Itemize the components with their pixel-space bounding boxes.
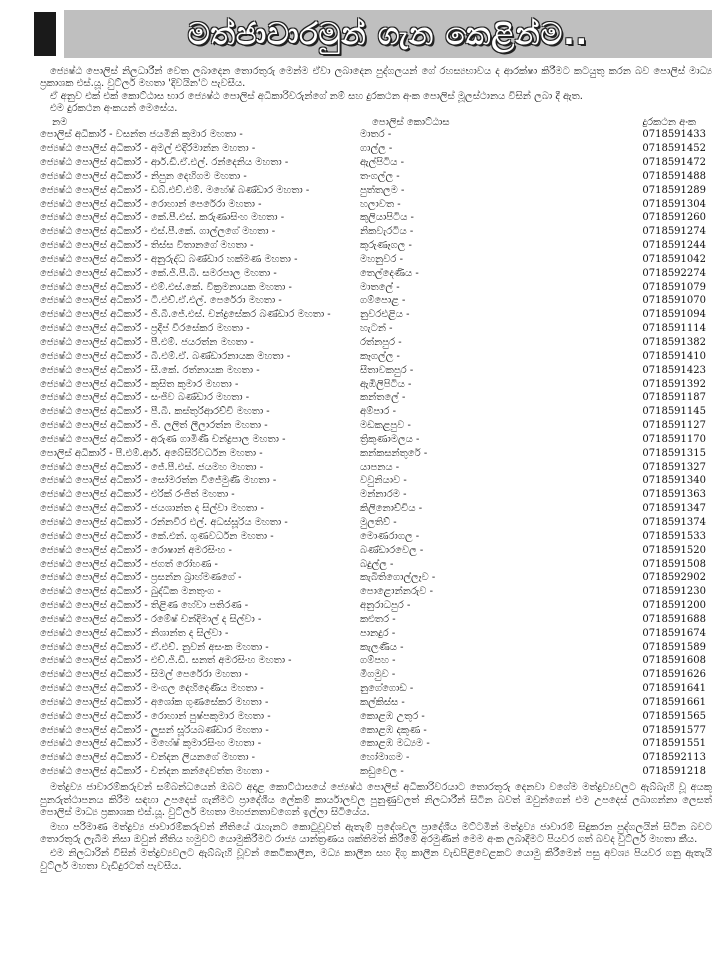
table-row <box>40 765 712 779</box>
table-row <box>40 433 712 447</box>
table-row <box>40 669 712 683</box>
police-division: කෑගල්ල - <box>360 350 400 362</box>
police-division: කැබිතිගොල්ලෑව - <box>360 572 436 584</box>
phone-number: 0718591472 <box>642 157 706 169</box>
phone-number: 0718591315 <box>642 447 706 459</box>
phone-number: 0718592113 <box>642 752 706 764</box>
officer-name: ජ්‍යෙෂ්ඨ පොලිස් අධිකාරී - එම්.එස්.කේ. වික්‍රමනායක මහතා - <box>40 281 292 293</box>
officer-name: ජ්‍යෙෂ්ඨ පොලිස් අධිකාරී - ජී. ලලිත් ලීලාරත්න මහතා - <box>40 420 268 432</box>
police-division: මොණරාගල - <box>360 530 420 542</box>
phone-number: 0718592274 <box>642 267 706 279</box>
table-row <box>40 544 712 558</box>
phone-number: 0718591382 <box>642 337 706 348</box>
table-row <box>40 364 712 378</box>
officer-name: ජ්‍යෙෂ්ඨ පොලිස් අධිකාරී - අමල් එදිරිමාන්න මහතා - <box>40 143 256 155</box>
phone-number: 0718591565 <box>642 710 706 722</box>
phone-number: 0718591200 <box>642 600 706 612</box>
officer-list <box>40 129 712 780</box>
table-row <box>40 696 712 710</box>
table-row <box>40 710 712 724</box>
officer-name: ජ්‍යෙෂ්ඨ පොලිස් අධිකාරී - මංගල දෙහිදෙණිය මහතා - <box>40 683 264 695</box>
phone-number: 0718591327 <box>642 461 706 473</box>
table-row <box>40 239 712 253</box>
officer-name: පොලිස් අධිකාරී - පී.එම්.ආර්. අබේසිරිවර්ධන මහතා - <box>40 447 263 459</box>
officer-name: ජ්‍යෙෂ්ඨ පොලිස් අධිකාරී - නිශාන්ත ද සිල්වා - <box>40 627 229 639</box>
police-division: කොළඹ මධ්‍යම - <box>360 738 430 750</box>
officer-name: ජ්‍යෙෂ්ඨ පොලිස් අධිකාරී - ප්‍රසන්න බ්‍රාහ්මණගේ - <box>40 572 242 584</box>
phone-number: 0718591114 <box>642 323 706 335</box>
phone-number: 0718591688 <box>642 613 706 625</box>
phone-number: 0718591127 <box>642 420 706 432</box>
officer-name: ජ්‍යෙෂ්ඨ පොලිස් අධිකාරී - ඒ.එච්. නුවන් අසංක මහතා - <box>40 641 269 653</box>
table-row <box>40 350 712 364</box>
table-row <box>40 129 712 143</box>
footer-paragraph-1: මත්ද්‍රව්‍ය ජාවාරම්කරුවන් සම්බන්ධයෙන් ඔබට අදාළ කොට්ඨාසයේ ජ්‍යෙෂ්ඨ පොලිස් අධිකාරිවරයාට තොරතුරු දෙනවා වගේම මත්ද්‍රව්‍යවලට ඇබ්බැහි වූ අයකු පුනරුත්ථාපනය කිරීම සඳහා උපදෙස් ගැනීමට ප්‍රාදේශීය ලේකම් කාර්යාලවල පුනුණුවලත් නිලධාරීන් සිටින බවත් ඔවුන්ගෙන් එම උපදෙස් ලබාගන්නා ලෙසත් පොලිස් මාධ්‍ය ප්‍රකාශක එස්.යූ. වුට්ලර් මහතා මහජනතාවගෙන් ඉල්ලා සිටියේය. <box>40 782 712 819</box>
police-division: කොළඹ උතුර - <box>360 710 425 722</box>
police-division: මාතලේ - <box>360 281 400 293</box>
phone-number: 0718591363 <box>642 489 706 501</box>
table-row <box>40 419 712 433</box>
officer-name: ජ්‍යෙෂ්ඨ පොලිස් අධිකාරී - සංජීව බණ්ඩාර මහතා - <box>40 392 250 404</box>
phone-number: 0718591079 <box>642 281 706 293</box>
police-division: කුරුණෑගල - <box>360 240 412 252</box>
table-row <box>40 572 712 586</box>
officer-name: ජ්‍යෙෂ්ඨ පොලිස් අධිකාරී - පී.එම්. ජයරත්න මහතා - <box>40 337 254 348</box>
phone-number: 0718591520 <box>642 544 706 556</box>
table-row <box>40 641 712 655</box>
table-row <box>40 585 712 599</box>
phone-number: 0718591626 <box>642 669 706 681</box>
officer-name: ජ්‍යෙෂ්ඨ පොලිස් අධිකාරී - අනුරුද්ධ බණ්ඩාර හක්මණ මහතා - <box>40 253 298 265</box>
police-division: කන්කසන්තුරේ - <box>360 447 428 459</box>
column-name-header: නම <box>52 116 68 128</box>
table-row <box>40 682 712 696</box>
officer-name: ජ්‍යෙෂ්ඨ පොලිස් අධිකාරී - ඩබ්.එච්.එම්. මහේෂ් බණ්ඩාර මහතා - <box>40 184 310 196</box>
article-body <box>40 66 712 875</box>
table-row <box>40 336 712 350</box>
police-division: ගාල්ල - <box>360 143 393 155</box>
table-row <box>40 627 712 641</box>
table-row <box>40 406 712 420</box>
officer-name: ජ්‍යෙෂ්ඨ පොලිස් අධිකාරී - කුසිත කුමාර මහතා - <box>40 378 239 390</box>
officer-name: ජ්‍යෙෂ්ඨ පොලිස් අධිකාරී - කේ.පී.එස්. කරුණාසිංහ මහතා - <box>40 212 285 224</box>
police-division: මහනුවර - <box>360 253 403 265</box>
phone-number: 0718591230 <box>642 586 706 598</box>
police-division: මීගමුව - <box>360 669 396 681</box>
police-division: රත්නපුර - <box>360 337 402 348</box>
police-division: හැටන් - <box>360 323 393 335</box>
officer-name: ජ්‍යෙෂ්ඨ පොලිස් අධිකාරී - අරුණ ගාමිණී චන්ද්‍රපාල මහතා - <box>40 433 286 445</box>
police-division: ඇල්පිටිය - <box>360 157 405 169</box>
police-division: කළුතර - <box>360 613 396 625</box>
table-row <box>40 378 712 392</box>
table-row <box>40 447 712 461</box>
phone-number: 0718591042 <box>642 253 706 265</box>
phone-number: 0718591094 <box>642 309 706 321</box>
table-row <box>40 558 712 572</box>
officer-name: ජ්‍යෙෂ්ඨ පොලිස් අධිකාරී - නිපුන දෙහිගම මහතා - <box>40 170 247 182</box>
officer-name: ජ්‍යෙෂ්ඨ පොලිස් අධිකාරී - තිළිණ හේවා පතිරණ - <box>40 600 249 612</box>
police-division: ඇඹිලිපිටිය - <box>360 378 412 390</box>
police-division: කන්තලේ - <box>360 392 406 404</box>
table-row <box>40 156 712 170</box>
officer-name: ජ්‍යෙෂ්ඨ පොලිස් අධිකාරී - සිමල් පෙරේරා මහතා - <box>40 669 249 681</box>
officer-name: ජ්‍යෙෂ්ඨ පොලිස් අධිකාරී - සී.කේ. රත්නායක මහතා - <box>40 364 260 376</box>
table-row <box>40 253 712 267</box>
officer-name: පොලිස් අධිකාරී - වසන්ත ජයමිනි කුමාර මහතා - <box>40 129 243 141</box>
black-marker-bar <box>34 12 56 56</box>
police-division: මඩකළපුව - <box>360 420 411 432</box>
officer-name: ජ්‍යෙෂ්ඨ පොලිස් අධිකාරී - කේ.එන්. ගුණවර්ධන මහතා - <box>40 530 274 542</box>
headline-banner <box>64 10 712 58</box>
officer-name: ජ්‍යෙෂ්ඨ පොලිස් අධිකාරී - ජගත් රෝහණ - <box>40 558 218 570</box>
officer-name: ජ්‍යෙෂ්ඨ පොලිස් අධිකාරී - බුද්ධික මනතුංග - <box>40 586 221 598</box>
table-row <box>40 613 712 627</box>
officer-name: ජ්‍යෙෂ්ඨ පොලිස් අධිකාරී - එස්.පී.කේ. ගාල්ලගේ මහතා - <box>40 226 276 238</box>
phone-number: 0718591589 <box>642 641 706 653</box>
footer-paragraph-3: එම නිලධාරින් විසින් මත්ද්‍රව්‍යවලට ඇබ්බැහි වූවන් කෙටිකාලීන, මධ්‍ය කාලීන සහ දිගු කාලීන වැඩපිළිවෙළකට යොමු කිරීමෙන් පසු අවශ්‍ය පියවර ගනු ඇතැයි වුට්ලර් මහතා වැඩිදුරටත් පැවසීය. <box>40 848 712 872</box>
officer-name: ජ්‍යෙෂ්ඨ පොලිස් අධිකාරී - චන්දන කන්දෙවත්ත මහතා - <box>40 766 270 778</box>
officer-name: ජ්‍යෙෂ්ඨ පොලිස් අධිකාරී - ආර්.ඩී.ඒ.එල්. රන්දෙනිය මහතා - <box>40 157 289 169</box>
police-division: කඩුවෙල - <box>360 766 404 778</box>
table-row <box>40 267 712 281</box>
intro-paragraph-3: එම දුරකථන අංකයන් මෙසේය. <box>50 103 178 115</box>
police-division: යාපනය - <box>360 461 400 473</box>
police-division: සීතාවකපුර - <box>360 364 414 376</box>
phone-number: 0718591488 <box>642 170 706 182</box>
phone-number: 0718591218 <box>642 766 706 778</box>
police-division: වවුනියාව - <box>360 475 407 487</box>
officer-name: ජ්‍යෙෂ්ඨ පොලිස් අධිකාරී - එච්.ජී.ඩී. සනත් අමරසිංහ මහතා - <box>40 655 292 667</box>
phone-number: 0718591423 <box>642 364 706 376</box>
table-row <box>40 198 712 212</box>
officer-name: ජ්‍යෙෂ්ඨ පොලිස් අධිකාරී - ප්‍රදීප් වීරසේකර මහතා - <box>40 323 250 335</box>
phone-number: 0718591661 <box>642 696 706 708</box>
police-division: තෙල්දෙණිය - <box>360 267 419 279</box>
officer-name: ජ්‍යෙෂ්ඨ පොලිස් අධිකාරී - ටී.එච්.ඒ.එල්. පෙරේරා මහතා - <box>40 295 282 307</box>
table-row <box>40 655 712 669</box>
intro-paragraph-1: ජ්‍යෙෂ්ඨ පොලිස් නිලධාරීන් වෙත ලබාදෙන තොරතුරු මෙන්ම ඒවා ලබාදෙන පුද්ගලයන් ගේ රහස්‍යභාවය ද ආරක්ෂා කිරීමට කටයුතු කරන බව පොලිස් මාධ්‍ය ප්‍රකාශක එස්.යූ. වුට්ලර් මහතා 'දිවයින'ට පැවසීය. <box>40 66 712 90</box>
phone-number: 0718591145 <box>642 406 706 418</box>
police-division: අම්පාර - <box>360 406 397 418</box>
officer-name: ජ්‍යෙෂ්ඨ පොලිස් අධිකාරී - රන්නවීර එල්. අධස්සූරිය මහතා - <box>40 516 288 528</box>
phone-number: 0718591347 <box>642 503 706 515</box>
phone-number: 0718591289 <box>642 184 706 196</box>
police-division: අනුරාධපුර - <box>360 600 411 612</box>
police-division: බණ්ඩාරවෙල - <box>360 544 424 556</box>
phone-number: 0718591551 <box>642 738 706 750</box>
phone-number: 0718591374 <box>642 516 706 528</box>
officer-name: ජ්‍යෙෂ්ඨ පොලිස් අධිකාරී - එරික් රංජිත් මහතා - <box>40 489 235 501</box>
table-row <box>40 752 712 766</box>
officer-name: ජ්‍යෙෂ්ඨ පොලිස් අධිකාරී - ජයශාන්ත ද සිල්වා මහතා - <box>40 503 264 515</box>
officer-name: ජ්‍යෙෂ්ඨ පොලිස් අධිකාරී - පී.බී. කස්තුරිආරච්චි මහතා - <box>40 406 270 418</box>
police-division: කුලියාපිටිය - <box>360 212 414 224</box>
headline: මත්ජාවාරමුන් ගැන කෙළින්ම.. <box>187 16 589 52</box>
police-division: ගම්පොළ - <box>360 295 406 307</box>
table-row <box>40 322 712 336</box>
table-row <box>40 475 712 489</box>
officer-name: ජ්‍යෙෂ්ඨ පොලිස් අධිකාරී - රොහාන් පුෂ්පකුමාර මහතා - <box>40 710 271 722</box>
police-division: තංගල්ල - <box>360 170 400 182</box>
table-row <box>40 489 712 503</box>
table-row <box>40 226 712 240</box>
article-footer <box>40 782 712 873</box>
police-division: නුගේගොඩ - <box>360 683 414 695</box>
police-division: මන්නාරම - <box>360 489 407 501</box>
phone-number: 0718591452 <box>642 143 706 155</box>
officer-name: ජ්‍යෙෂ්ඨ පොලිස් අධිකාරී - රොහාන් පෙරේරා මහතා - <box>40 198 262 210</box>
phone-number: 0718591608 <box>642 655 706 667</box>
column-phone-header: දුරකථන අංක <box>642 116 696 128</box>
phone-number: 0718591340 <box>642 475 706 487</box>
phone-number: 0718591170 <box>642 433 706 445</box>
phone-number: 0718591508 <box>642 558 706 570</box>
police-division: නුවරඑළිය - <box>360 309 410 321</box>
phone-number: 0718591577 <box>642 724 706 736</box>
phone-number: 0718591533 <box>642 530 706 542</box>
table-row <box>40 309 712 323</box>
phone-number: 0718591244 <box>642 240 706 252</box>
police-division: ත්‍රිකුණාමලය - <box>360 433 420 445</box>
table-row <box>40 184 712 198</box>
officer-name: ජ්‍යෙෂ්ඨ පොලිස් අධිකාරී - ලුසන් සූරියබණ්ඩාර මහතා - <box>40 724 269 736</box>
table-row <box>40 295 712 309</box>
footer-paragraph-2: මහා පරිමාණ මත්ද්‍රව්‍ය ජාවාරම්කරුවන් නීතියේ රැහැනට කොටුවූවත් ඇතැම් ප්‍රදේශවල ප්‍රාදේශීය මට්ටමින් මත්ද්‍රව්‍ය ජාවාරම් සිදුකරන පුද්ගලයින් සිටින බවට තොරතුරු ලැබීම නිසා ඔවුන් නීතිය හමුවට යොමුකිරීමට රාජ්‍ය යාන්ත්‍රණය ශක්තිමත් කිරීමේ අරමුණින් මෙම අංක ලබාදීමට පියවර ගත් බවද වුට්ලර් මහතා කීය. <box>40 821 712 845</box>
police-division: පානදුර - <box>360 627 396 639</box>
phone-number: 0718591187 <box>642 392 706 404</box>
table-row <box>40 599 712 613</box>
phone-number: 0718591274 <box>642 226 706 238</box>
police-division: කල්කිස්ස - <box>360 696 405 708</box>
officer-name: ජ්‍යෙෂ්ඨ පොලිස් අධිකාරී - රමේෂ් චන්දිමාල් ද සිල්වා - <box>40 613 262 625</box>
phone-number: 0718591410 <box>642 350 706 362</box>
police-division: පොළොන්නරුව - <box>360 586 433 598</box>
phone-number: 0718591304 <box>642 198 706 210</box>
police-division: පුත්තලම - <box>360 184 405 196</box>
police-division: හෝමාගම - <box>360 752 410 764</box>
police-division: බදුල්ල - <box>360 558 394 570</box>
police-division: කොළඹ දකුණ - <box>360 724 427 736</box>
table-row <box>40 724 712 738</box>
officer-name: ජ්‍යෙෂ්ඨ පොලිස් අධිකාරී - කේ.ජී.පී.බී. සමරපාල මහතා - <box>40 267 277 279</box>
officer-name: ජ්‍යෙෂ්ඨ පොලිස් අධිකාරී - රොෂාන් අමරසිංහ - <box>40 544 232 556</box>
table-row <box>40 281 712 295</box>
phone-number: 0718591260 <box>642 212 706 224</box>
officer-name: ජ්‍යෙෂ්ඨ පොලිස් අධිකාරී - ජේ.පී.එස්. ජයමහ මහතා - <box>40 461 264 473</box>
table-row <box>40 738 712 752</box>
column-division-header: පොලිස් කොට්ඨාස <box>372 116 450 128</box>
table-row <box>40 502 712 516</box>
police-division: ගම්පහ - <box>360 655 396 667</box>
table-row <box>40 170 712 184</box>
police-division: කිලිනොච්චිය - <box>360 503 423 515</box>
police-division: නිකවැරටිය - <box>360 226 414 238</box>
officer-name: ජ්‍යෙෂ්ඨ පොලිස් අධිකාරී - අශෝක ගුණසේකර මහතා - <box>40 696 269 708</box>
phone-number: 0718591433 <box>642 129 706 141</box>
table-row <box>40 516 712 530</box>
table-row <box>40 392 712 406</box>
table-header <box>40 117 712 129</box>
officer-name: ජ්‍යෙෂ්ඨ පොලිස් අධිකාරී - සෝමරත්න විජේමුණි මහතා - <box>40 475 277 487</box>
officer-name: ජ්‍යෙෂ්ඨ පොලිස් අධිකාරී - ජී.බී.ජේ.එස්. චන්ද්‍රසේකර බණ්ඩාර මහතා - <box>40 309 331 321</box>
police-division: මුලතිව් - <box>360 516 397 528</box>
phone-number: 0718591641 <box>642 683 706 695</box>
table-row <box>40 461 712 475</box>
table-row <box>40 530 712 544</box>
officer-name: ජ්‍යෙෂ්ඨ පොලිස් අධිකාරී - තිස්ස විතානගේ මහතා - <box>40 240 254 252</box>
police-division: කැලණිය - <box>360 641 404 653</box>
officer-name: ජ්‍යෙෂ්ඨ පොලිස් අධිකාරී - මහේෂ් කුමාරසිංහ මහතා - <box>40 738 262 750</box>
phone-number: 0718591070 <box>642 295 706 307</box>
phone-number: 0718592902 <box>642 572 706 584</box>
phone-number: 0718591392 <box>642 378 706 390</box>
officer-name: ජ්‍යෙෂ්ඨ පොලිස් අධිකාරී - බී.එම්.ඒ. බණ්ඩාරනායක මහතා - <box>40 350 291 362</box>
police-division: මාතර - <box>360 129 392 141</box>
table-row <box>40 212 712 226</box>
police-division: හලාවත - <box>360 198 401 210</box>
phone-number: 0718591674 <box>642 627 706 639</box>
table-row <box>40 142 712 156</box>
officer-name: ජ්‍යෙෂ්ඨ පොලිස් අධිකාරී - චන්දන ලියනගේ මහතා - <box>40 752 256 764</box>
intro-paragraph-2: ඒ අනුව එක් එක් කොට්ඨාස භාර ජ්‍යෙෂ්ඨ පොලිස් අධිකාරිවරුන්ගේ නම් සහ දුරකථන අංක පොලිස් මූලස්ථානය විසින් ලබා දී ඇත. <box>50 90 583 102</box>
